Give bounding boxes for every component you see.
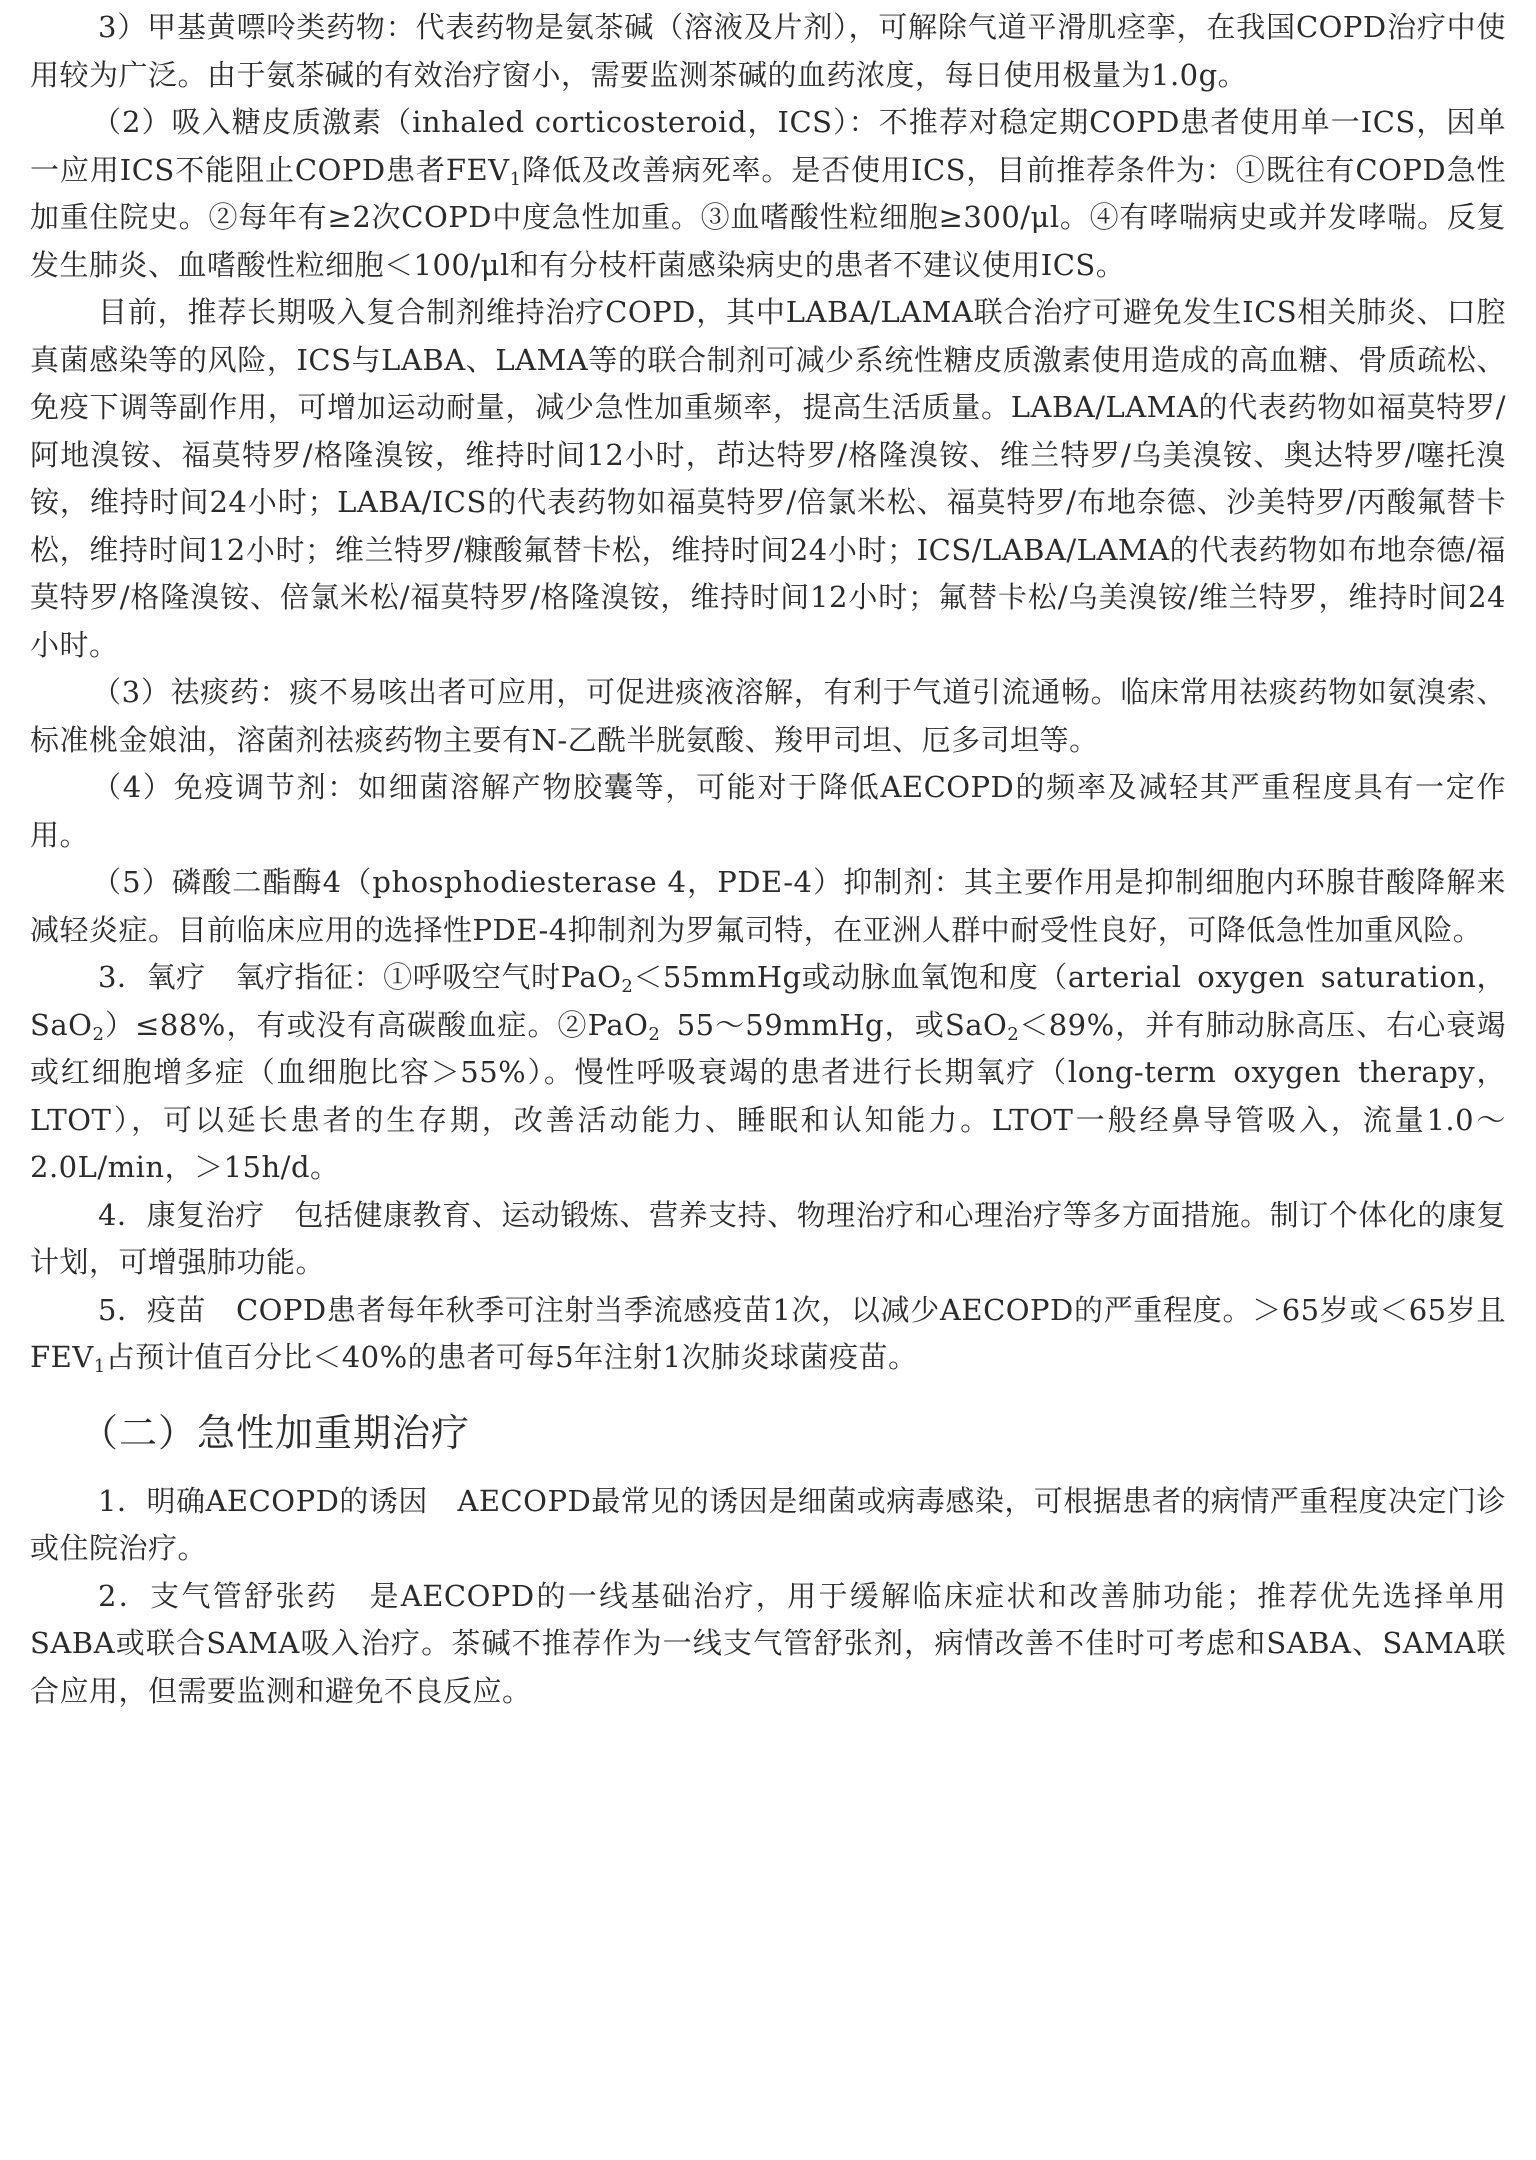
paragraph-text: ＜55mmHg或动脉血氧饱和度（arterial oxygen saturation，SaO [30, 960, 1506, 1042]
paragraph-text: （5）磷酸二酯酶4（phosphodiesterase 4，PDE-4）抑制剂：其主要作用是抑制细胞内环腺苷酸降解来减轻炎症。目前临床应用的选择性PDE-4抑制剂为罗氟司特，在亚洲人群中耐受性良好，可降低急性加重风险。 [30, 865, 1506, 947]
paragraph-oxygen-therapy [30, 954, 1506, 1192]
paragraph-inhaled-corticosteroid [30, 99, 1506, 289]
paragraph-combination-therapy [30, 289, 1506, 669]
subscript: 2 [621, 976, 634, 997]
subscript: 2 [92, 1023, 105, 1045]
paragraph-text: （3）祛痰药：痰不易咳出者可应用，可促进痰液溶解，有利于气道引流通畅。临床常用祛痰药物如氨溴索、标准桃金娘油，溶菌剂祛痰药物主要有N-乙酰半胱氨酸、羧甲司坦、厄多司坦等。 [30, 675, 1506, 757]
paragraph-immunomodulators [30, 764, 1506, 859]
paragraph-text: ＜89%，并有肺动脉高压、右心衰竭或红细胞增多症（血细胞比容＞55%）。慢性呼吸衰竭的患者进行长期氧疗（long-term oxygen therapy，LTOT），可以延长患者的生存期，改善活动能力、睡眠和认知能力。LTOT一般经鼻导管吸入，流量1.0～2.0L/min，＞15h/d。 [30, 1007, 1506, 1184]
paragraph-text: 3）甲基黄嘌呤类药物：代表药物是氨茶碱（溶液及片剂），可解除气道平滑肌痉挛，在我国COPD治疗中使用较为广泛。由于氨茶碱的有效治疗窗小，需要监测茶碱的血药浓度，每日使用极量为1.0g。 [30, 10, 1506, 92]
subscript: 1 [509, 168, 522, 190]
paragraph-text: 降低及改善病死率。是否使用ICS，目前推荐条件为：①既往有COPD急性加重住院史。②每年有≥2次COPD中度急性加重。③血嗜酸性粒细胞≥300/μl。④有哮喘病史或并发哮喘。反复发生肺炎、血嗜酸性粒细胞＜100/μl和有分枝杆菌感染病史的患者不建议使用ICS。 [30, 152, 1506, 282]
paragraph-text: 5．疫苗 COPD患者每年秋季可注射当季流感疫苗1次，以减少AECOPD的严重程度。＞65岁或＜65岁且FEV [30, 1292, 1506, 1374]
subscript: 2 [648, 1023, 661, 1045]
paragraph-text: 55～59mmHg，或SaO [660, 1007, 1008, 1042]
paragraph-expectorants [30, 669, 1506, 764]
subscript: 2 [1007, 1023, 1020, 1045]
paragraph-text: 2．支气管舒张药 是AECOPD的一线基础治疗，用于缓解临床症状和改善肺功能；推荐优先选择单用SABA或联合SAMA吸入治疗。茶碱不推荐作为一线支气管舒张剂，病情改善不佳时可考虑和SABA、SAMA联合应用，但需要监测和避免不良反应。 [30, 1578, 1506, 1708]
paragraph-text: 4．康复治疗 包括健康教育、运动锻炼、营养支持、物理治疗和心理治疗等多方面措施。制订个体化的康复计划，可增强肺功能。 [30, 1197, 1506, 1279]
paragraph-text: 3．氧疗 氧疗指征：①呼吸空气时PaO [98, 960, 622, 994]
paragraph-text: 占预计值百分比＜40%的患者可每5年注射1次肺炎球菌疫苗。 [105, 1340, 918, 1374]
paragraph-aecopd-causes [30, 1478, 1506, 1573]
paragraph-text: （4）免疫调节剂：如细菌溶解产物胶囊等，可能对于降低AECOPD的频率及减轻其严重程度具有一定作用。 [30, 770, 1506, 852]
paragraph-vaccines [30, 1287, 1506, 1382]
subscript: 1 [93, 1356, 106, 1377]
paragraph-text: 目前，推荐长期吸入复合制剂维持治疗COPD，其中LABA/LAMA联合治疗可避免发生ICS相关肺炎、口腔真菌感染等的风险，ICS与LABA、LAMA等的联合制剂可减少系统性糖皮质激素使用造成的高血糖、骨质疏松、免疫下调等副作用，可增加运动耐量，减少急性加重频率，提高生活质量。LABA/LAMA的代表药物如福莫特罗/阿地溴铵、福莫特罗/格隆溴铵，维持时间12小时，茚达特罗/格隆溴铵、维兰特罗/乌美溴铵、奥达特罗/噻托溴铵，维持时间24小时；LABA/ICS的代表药物如福莫特罗/倍氯米松、福莫特罗/布地奈德、沙美特罗/丙酸氟替卡松，维持时间12小时；维兰特罗/糠酸氟替卡松，维持时间24小时；ICS/LABA/LAMA的代表药物如布地奈德/福莫特罗/格隆溴铵、倍氯米松/福莫特罗/格隆溴铵，维持时间12小时；氟替卡松/乌美溴铵/维兰特罗，维持时间24小时。 [30, 295, 1506, 662]
paragraph-methylxanthines [30, 4, 1506, 99]
paragraph-text: 1．明确AECOPD的诱因 AECOPD最常见的诱因是细菌或病毒感染，可根据患者的病情严重程度决定门诊或住院治疗。 [30, 1483, 1506, 1565]
paragraph-rehabilitation [30, 1192, 1506, 1287]
document-page [30, 4, 1506, 1715]
section-heading: （二）急性加重期治疗 [80, 1410, 471, 1455]
paragraph-pde4-inhibitors [30, 859, 1506, 954]
paragraph-text: ）≤88%，有或没有高碳酸血症。②PaO [104, 1007, 649, 1042]
paragraph-bronchodilators [30, 1573, 1506, 1716]
paragraph-text: （2）吸入糖皮质激素（inhaled corticosteroid，ICS）：不推荐对稳定期COPD患者使用单一ICS，因单一应用ICS不能阻止COPD患者FEV [30, 105, 1506, 187]
